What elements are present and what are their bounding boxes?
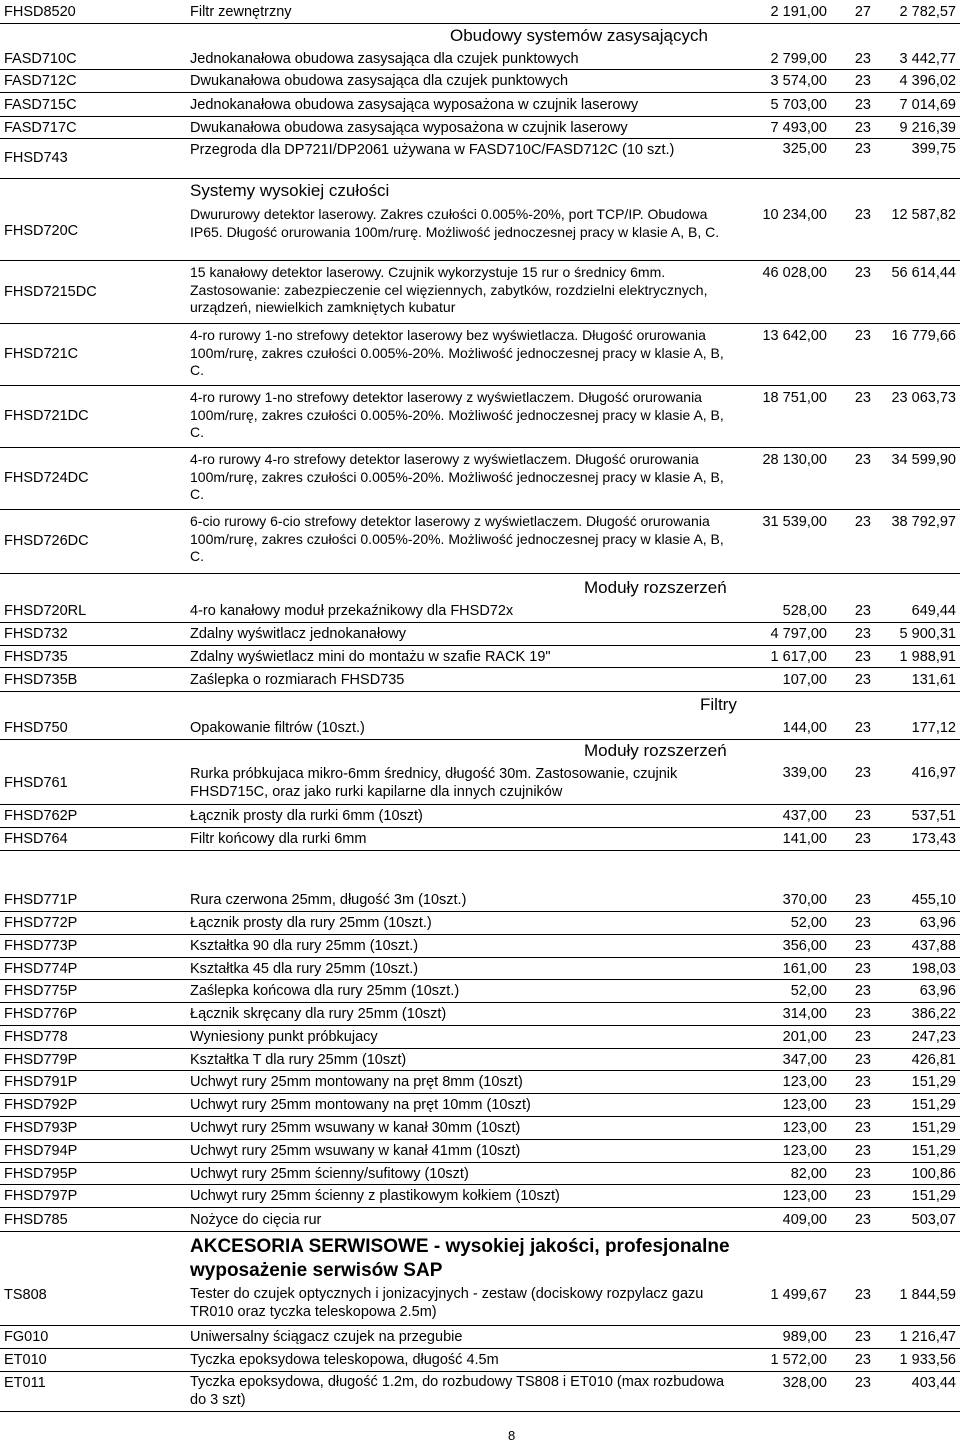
product-code: FHSD7215DC [4, 284, 97, 300]
product-description: 4-ro rurowy 1-no strefowy detektor laserowy z wyświetlaczem. Długość orurowania 100m/rurę, zakres czułości 0.005%-20%. Możliwość jednoczesnej pracy w klasie A, B, C. [190, 389, 724, 440]
product-code: FHSD793P [4, 1120, 78, 1136]
net-price: 107,00 [782, 672, 827, 688]
gross-price: 399,75 [911, 141, 956, 157]
product-description: 4-ro kanałowy moduł przekaźnikowy dla FHSD72x [190, 603, 514, 619]
product-description: Uniwersalny ściągacz czujek na przegubie [190, 1329, 463, 1345]
net-price: 144,00 [782, 720, 827, 736]
product-code: FHSD8520 [4, 4, 76, 20]
product-description: Tester do czujek optycznych i jonizacyjnych - zestaw (dociskowy rozpylacz gazu TR010 oraz tyczka teleskopowa 2.5m) [190, 1286, 704, 1320]
vat-rate: 23 [854, 207, 871, 223]
gross-price: 403,44 [911, 1375, 956, 1391]
product-code: FHSD774P [4, 961, 78, 977]
gross-price: 537,51 [911, 808, 956, 824]
table-row [0, 0, 960, 24]
table-row [0, 1003, 960, 1026]
product-code: FASD710C [4, 51, 77, 67]
net-price: 52,00 [790, 915, 827, 931]
vat-rate: 23 [854, 1188, 871, 1204]
product-description: Uchwyt rury 25mm wsuwany w kanał 30mm (10szt) [190, 1120, 521, 1136]
net-price: 161,00 [782, 961, 827, 977]
product-code: FHSD720C [4, 223, 79, 239]
product-code: FHSD732 [4, 626, 68, 642]
net-price: 52,00 [790, 983, 827, 999]
table-row [0, 1094, 960, 1117]
net-price: 989,00 [782, 1329, 827, 1345]
net-price: 370,00 [782, 892, 827, 908]
net-price: 1 617,00 [770, 649, 827, 665]
page-number: 8 [508, 1428, 516, 1443]
vat-rate: 23 [854, 1287, 871, 1303]
table-row [0, 623, 960, 646]
gross-price: 151,29 [911, 1074, 956, 1090]
vat-rate: 23 [854, 514, 871, 530]
net-price: 18 751,00 [762, 390, 827, 406]
section-title: Obudowy systemów zasysających [450, 26, 708, 45]
vat-rate: 23 [854, 1212, 871, 1228]
product-code: FASD712C [4, 73, 77, 89]
product-code: FHSD797P [4, 1188, 78, 1204]
product-description: Dwukanałowa obudowa zasysająca wyposażona w czujnik laserowy [190, 120, 628, 136]
net-price: 2 191,00 [770, 4, 827, 20]
product-description: Kształtka T dla rury 25mm (10szt) [190, 1052, 407, 1068]
vat-rate: 23 [854, 1120, 871, 1136]
table-row [0, 912, 960, 935]
net-price: 201,00 [782, 1029, 827, 1045]
section-title: Filtry [700, 695, 737, 714]
vat-rate: 23 [854, 603, 871, 619]
net-price: 356,00 [782, 938, 827, 954]
gross-price: 100,86 [911, 1166, 956, 1182]
product-description: Uchwyt rury 25mm ścienny/sufitowy (10szt) [190, 1166, 469, 1182]
net-price: 10 234,00 [762, 207, 827, 223]
product-code: FHSD775P [4, 983, 78, 999]
product-description: 15 kanałowy detektor laserowy. Czujnik wykorzystuje 15 rur o średnicy 6mm. Zastosowanie: zabezpieczenie cel więziennych, zabytków, rozdzielni elektrycznych, urządzeń, niewielkich zamkniętych kubatur [190, 264, 708, 315]
product-code: FHSD735B [4, 672, 78, 688]
product-description: Uchwyt rury 25mm wsuwany w kanał 41mm (10szt) [190, 1143, 521, 1159]
vat-rate: 23 [854, 390, 871, 406]
vat-rate: 23 [854, 961, 871, 977]
product-description: Łącznik skręcany dla rury 25mm (10szt) [190, 1006, 447, 1022]
net-price: 123,00 [782, 1074, 827, 1090]
gross-price: 7 014,69 [899, 97, 956, 113]
table-row [0, 70, 960, 93]
gross-price: 426,81 [911, 1052, 956, 1068]
gross-price: 63,96 [919, 915, 956, 931]
vat-rate: 23 [854, 1029, 871, 1045]
gross-price: 649,44 [911, 603, 956, 619]
vat-rate: 23 [854, 97, 871, 113]
vat-rate: 23 [854, 452, 871, 468]
vat-rate: 23 [854, 672, 871, 688]
product-description: Tyczka epoksydowa, długość 1.2m, do rozbudowy TS808 i ET010 (max rozbudowa do 3 szt) [190, 1374, 725, 1408]
table-row [0, 889, 960, 912]
product-code: FHSD726DC [4, 533, 89, 549]
product-code: FHSD724DC [4, 470, 89, 486]
vat-rate: 23 [854, 73, 871, 89]
table-row [0, 1284, 960, 1326]
product-code: FHSD795P [4, 1166, 78, 1182]
product-code: FHSD773P [4, 938, 78, 954]
product-description: Opakowanie filtrów (10szt.) [190, 720, 365, 736]
gross-price: 1 216,47 [899, 1329, 956, 1345]
table-row [0, 828, 960, 851]
table-row [0, 646, 960, 668]
net-price: 28 130,00 [762, 452, 827, 468]
gross-price: 5 900,31 [899, 626, 956, 642]
net-price: 123,00 [782, 1097, 827, 1113]
gross-price: 2 782,57 [899, 4, 956, 20]
table-row [0, 1326, 960, 1349]
net-price: 141,00 [782, 831, 827, 847]
vat-rate: 23 [854, 915, 871, 931]
net-price: 3 574,00 [770, 73, 827, 89]
table-row [0, 448, 960, 510]
product-code: ET010 [4, 1352, 47, 1368]
gross-price: 151,29 [911, 1188, 956, 1204]
vat-rate: 23 [854, 1074, 871, 1090]
gross-price: 63,96 [919, 983, 956, 999]
section-heading [0, 24, 960, 48]
product-description: Dwururowy detektor laserowy. Zakres czułości 0.005%-20%, port TCP/IP. Obudowa IP65. Długość orurowania 100m/rurę. Możliwość jednoczesnej pracy w klasie A, B, C. [190, 206, 720, 240]
vat-rate: 23 [854, 720, 871, 736]
product-description: Tyczka epoksydowa teleskopowa, długość 4.5m [190, 1352, 499, 1368]
table-row [0, 139, 960, 179]
net-price: 409,00 [782, 1212, 827, 1228]
product-description: Kształtka 45 dla rury 25mm (10szt.) [190, 961, 419, 977]
net-price: 1 572,00 [770, 1352, 827, 1368]
vat-rate: 23 [854, 1329, 871, 1345]
table-row [0, 805, 960, 828]
product-code: FHSD764 [4, 831, 68, 847]
gross-price: 12 587,82 [891, 207, 956, 223]
product-description: Zdalny wyświtlacz jednokanałowy [190, 626, 406, 642]
gross-price: 455,10 [911, 892, 956, 908]
net-price: 82,00 [790, 1166, 827, 1182]
section-banner [0, 1232, 960, 1284]
product-code: FHSD776P [4, 1006, 78, 1022]
net-price: 13 642,00 [762, 328, 827, 344]
vat-rate: 27 [854, 4, 871, 20]
gross-price: 437,88 [911, 938, 956, 954]
table-row [0, 1071, 960, 1094]
section-title: Moduły rozszerzeń [584, 578, 727, 597]
table-row [0, 980, 960, 1003]
net-price: 1 499,67 [770, 1287, 827, 1303]
gross-price: 247,23 [911, 1029, 956, 1045]
product-description: Przegroda dla DP721I/DP2061 używana w FASD710C/FASD712C (10 szt.) [190, 142, 675, 158]
vat-rate: 23 [854, 328, 871, 344]
section-heading [0, 740, 960, 763]
product-code: FHSD720RL [4, 603, 87, 619]
table-row [0, 510, 960, 574]
vat-rate: 23 [854, 808, 871, 824]
section-heading [0, 692, 960, 717]
table-row [0, 1026, 960, 1049]
product-description: Łącznik prosty dla rurki 6mm (10szt) [190, 808, 423, 824]
net-price: 123,00 [782, 1120, 827, 1136]
section-title: Moduły rozszerzeń [584, 741, 727, 760]
net-price: 328,00 [782, 1375, 827, 1391]
gross-price: 151,29 [911, 1097, 956, 1113]
gross-price: 23 063,73 [891, 390, 956, 406]
product-description: Zaślepka o rozmiarach FHSD735 [190, 672, 405, 688]
gross-price: 173,43 [911, 831, 956, 847]
product-description: Uchwyt rury 25mm ścienny z plastikowym kołkiem (10szt) [190, 1188, 560, 1204]
net-price: 4 797,00 [770, 626, 827, 642]
gross-price: 177,12 [911, 720, 956, 736]
product-description: Łącznik prosty dla rury 25mm (10szt.) [190, 915, 432, 931]
section-heading [0, 179, 960, 203]
table-row [0, 600, 960, 623]
gross-price: 151,29 [911, 1120, 956, 1136]
net-price: 437,00 [782, 808, 827, 824]
net-price: 325,00 [782, 141, 827, 157]
table-row [0, 1140, 960, 1163]
product-code: FG010 [4, 1329, 49, 1345]
vat-rate: 23 [854, 1375, 871, 1391]
gross-price: 198,03 [911, 961, 956, 977]
gross-price: 151,29 [911, 1143, 956, 1159]
product-code: FHSD772P [4, 915, 78, 931]
vat-rate: 23 [854, 1166, 871, 1182]
table-row [0, 1049, 960, 1071]
net-price: 314,00 [782, 1006, 827, 1022]
section-heading [0, 574, 960, 600]
vat-rate: 23 [854, 265, 871, 281]
product-description: 4-ro rurowy 4-ro strefowy detektor laserowy z wyświetlaczem. Długość orurowania 100m/rurę, zakres czułości 0.005%-20%. Możliwość jednoczesnej pracy w klasie A, B, C. [190, 451, 724, 502]
net-price: 528,00 [782, 603, 827, 619]
gross-price: 1 844,59 [899, 1287, 956, 1303]
vat-rate: 23 [854, 626, 871, 642]
vat-rate: 23 [854, 983, 871, 999]
table-row [0, 1349, 960, 1372]
vat-rate: 23 [854, 51, 871, 67]
product-code: FHSD735 [4, 649, 68, 665]
table-row [0, 717, 960, 740]
vat-rate: 23 [854, 831, 871, 847]
gross-price: 131,61 [911, 672, 956, 688]
table-row [0, 1117, 960, 1140]
product-description: Jednokanałowa obudowa zasysająca dla czujek punktowych [190, 51, 579, 67]
product-description: Rura czerwona 25mm, długość 3m (10szt.) [190, 892, 467, 908]
vat-rate: 23 [854, 1143, 871, 1159]
product-code: FHSD785 [4, 1212, 68, 1228]
table-row [0, 958, 960, 980]
net-price: 7 493,00 [770, 120, 827, 136]
net-price: 5 703,00 [770, 97, 827, 113]
product-code: TS808 [4, 1287, 47, 1303]
vat-rate: 23 [854, 649, 871, 665]
product-code: FHSD761 [4, 775, 68, 791]
gross-price: 38 792,97 [891, 514, 956, 530]
product-description: Filtr końcowy dla rurki 6mm [190, 831, 367, 847]
product-code: FHSD721DC [4, 408, 89, 424]
product-description: Uchwyt rury 25mm montowany na pręt 8mm (10szt) [190, 1074, 523, 1090]
gross-price: 386,22 [911, 1006, 956, 1022]
table-row [0, 935, 960, 958]
vat-rate: 23 [854, 1097, 871, 1113]
vat-rate: 23 [854, 120, 871, 136]
gross-price: 56 614,44 [891, 265, 956, 281]
net-price: 123,00 [782, 1188, 827, 1204]
net-price: 2 799,00 [770, 51, 827, 67]
product-description: Wyniesiony punkt próbkujacy [190, 1029, 378, 1045]
net-price: 31 539,00 [762, 514, 827, 530]
product-code: FHSD791P [4, 1074, 78, 1090]
product-description: Filtr zewnętrzny [190, 4, 292, 20]
vat-rate: 23 [854, 892, 871, 908]
product-description: Kształtka 90 dla rury 25mm (10szt.) [190, 938, 419, 954]
table-row [0, 93, 960, 117]
table-row [0, 1208, 960, 1232]
gross-price: 3 442,77 [899, 51, 956, 67]
product-code: FHSD779P [4, 1052, 78, 1068]
vat-rate: 23 [854, 938, 871, 954]
product-code: FHSD771P [4, 892, 78, 908]
product-code: FHSD750 [4, 720, 68, 736]
product-description: Zaślepka końcowa dla rury 25mm (10szt.) [190, 983, 460, 999]
gross-price: 4 396,02 [899, 73, 956, 89]
gross-price: 9 216,39 [899, 120, 956, 136]
vat-rate: 23 [854, 1352, 871, 1368]
product-description: Rurka próbkujaca mikro-6mm średnicy, długość 30m. Zastosowanie, czujnik FHSD715C, oraz jako rurki kapilarne dla innych czujników [190, 766, 678, 800]
table-row [0, 386, 960, 448]
product-code: FASD717C [4, 120, 77, 136]
vat-rate: 23 [854, 1006, 871, 1022]
table-row [0, 1163, 960, 1185]
table-row [0, 763, 960, 805]
gross-price: 416,97 [911, 765, 956, 781]
gross-price: 1 988,91 [899, 649, 956, 665]
table-row [0, 261, 960, 324]
product-description: Jednokanałowa obudowa zasysająca wyposażona w czujnik laserowy [190, 97, 639, 113]
product-code: FHSD743 [4, 150, 68, 166]
product-code: FHSD778 [4, 1029, 68, 1045]
product-code: FHSD794P [4, 1143, 78, 1159]
gross-price: 34 599,90 [891, 452, 956, 468]
net-price: 347,00 [782, 1052, 827, 1068]
table-row [0, 1372, 960, 1412]
net-price: 123,00 [782, 1143, 827, 1159]
product-description: Zdalny wyświetlacz mini do montażu w szafie RACK 19" [190, 649, 551, 665]
gross-price: 1 933,56 [899, 1352, 956, 1368]
section-title: Systemy wysokiej czułości [190, 181, 390, 200]
product-code: ET011 [4, 1375, 46, 1391]
product-description: Uchwyt rury 25mm montowany na pręt 10mm (10szt) [190, 1097, 531, 1113]
product-code: FHSD792P [4, 1097, 78, 1113]
gross-price: 16 779,66 [891, 328, 956, 344]
net-price: 339,00 [782, 765, 827, 781]
product-code: FASD715C [4, 97, 77, 113]
vat-rate: 23 [854, 765, 871, 781]
vat-rate: 23 [854, 1052, 871, 1068]
table-row [0, 668, 960, 692]
product-code: FHSD762P [4, 808, 78, 824]
table-row [0, 1185, 960, 1208]
product-code: FHSD721C [4, 346, 79, 362]
product-description: 4-ro rurowy 1-no strefowy detektor laserowy bez wyświetlacza. Długość orurowania 100m/rurę, zakres czułości 0.005%-20%. Możliwość jednoczesnej pracy w klasie A, B, C. [190, 327, 724, 378]
vat-rate: 23 [854, 141, 871, 157]
table-row [0, 48, 960, 70]
product-description: Nożyce do cięcia rur [190, 1212, 322, 1228]
table-row [0, 324, 960, 386]
product-description: 6-cio rurowy 6-cio strefowy detektor laserowy z wyświetlaczem. Długość orurowania 100m/rurę, zakres czułości 0.005%-20%. Możliwość jednoczesnej pracy w klasie A, B, C. [190, 513, 724, 564]
spacer-row [0, 851, 960, 889]
net-price: 46 028,00 [762, 265, 827, 281]
banner-title: AKCESORIA SERWISOWE - wysokiej jakości, profesjonalne wyposażenie serwisów SAP [190, 1236, 730, 1281]
table-row [0, 203, 960, 261]
product-description: Dwukanałowa obudowa zasysająca dla czujek punktowych [190, 73, 569, 89]
gross-price: 503,07 [911, 1212, 956, 1228]
table-row [0, 117, 960, 139]
